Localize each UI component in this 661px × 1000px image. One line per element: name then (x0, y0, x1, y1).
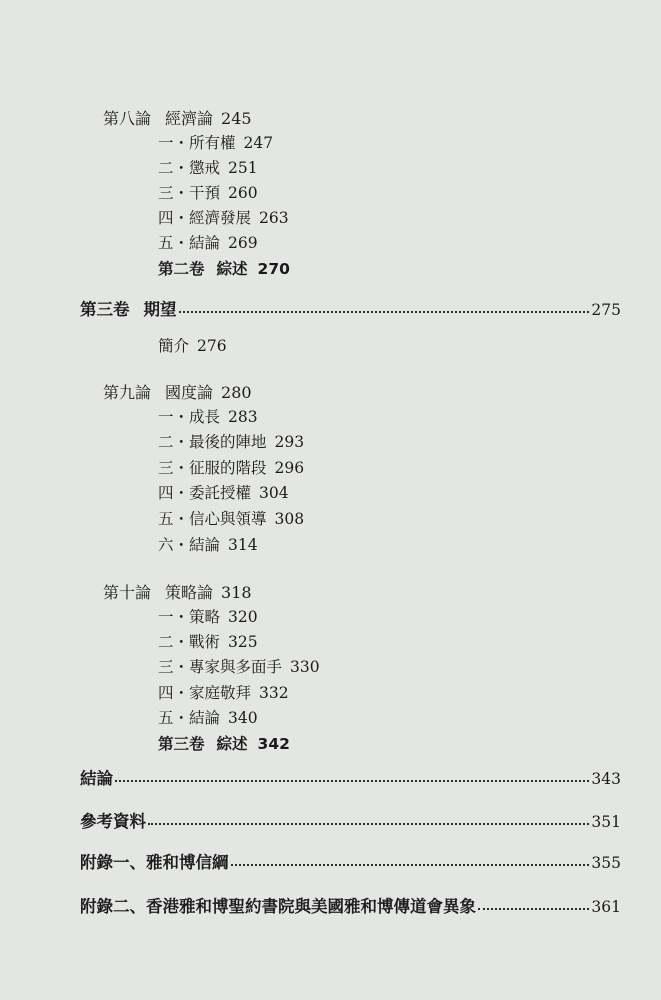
toc-section[interactable]: 四・委託授權 304 (158, 484, 289, 502)
toc-section[interactable]: 三・征服的階段 296 (158, 459, 305, 477)
chapter-label: 第八論 (103, 109, 152, 128)
toc-section[interactable]: 六・結論 314 (158, 536, 258, 554)
toc-section[interactable]: 三・干預 260 (158, 184, 258, 202)
toc-conclusion[interactable]: 結論 343 (80, 769, 621, 788)
toc-volume-3[interactable] (80, 302, 621, 319)
dot-leader (148, 823, 589, 825)
dot-leader (115, 780, 589, 782)
toc-section[interactable]: 五・結論 340 (158, 709, 258, 727)
dot-leader (231, 864, 590, 866)
toc-appendix-2[interactable]: 附錄二、香港雅和博聖約書院與美國雅和博傳道會異象 361 (80, 897, 621, 916)
toc-section[interactable]: 二・戰術 325 (158, 633, 258, 651)
toc-appendix-1[interactable]: 附錄一、雅和博信綱 355 (80, 853, 621, 872)
page-number: 275 (591, 301, 621, 319)
toc-section[interactable]: 一・成長 283 (158, 408, 258, 426)
toc-section[interactable]: 一・策略 320 (158, 608, 258, 626)
toc-section[interactable]: 四・家庭敬拜 332 (158, 684, 289, 702)
toc-section[interactable]: 五・信心與領導 308 (158, 510, 305, 528)
toc-intro[interactable]: 簡介 276 (158, 337, 227, 355)
toc-chapter-8[interactable] (103, 111, 252, 127)
toc-section[interactable]: 四・經濟發展 263 (158, 209, 289, 227)
toc-chapter-10[interactable]: 第十論 策略論 318 (103, 583, 252, 602)
volume-title: 期望 (143, 300, 177, 319)
chapter-title: 經濟論 (165, 109, 214, 128)
volume-label: 第三卷 (80, 300, 130, 319)
toc-chapter-9[interactable]: 第九論 國度論 280 (103, 383, 252, 402)
toc-references[interactable]: 參考資料 351 (80, 812, 621, 831)
dot-leader (179, 311, 590, 313)
toc-section[interactable]: 五・結論 269 (158, 234, 258, 252)
toc-section[interactable]: 二・最後的陣地 293 (158, 433, 305, 451)
page-number: 245 (221, 109, 252, 128)
dot-leader (478, 908, 589, 910)
toc-volume-summary[interactable]: 第二卷 綜述 270 (158, 260, 290, 278)
toc-section[interactable]: 三・專家與多面手 330 (158, 658, 320, 676)
toc-section[interactable]: 二・懲戒 251 (158, 159, 258, 177)
toc-section[interactable]: 一・所有權 247 (158, 134, 274, 152)
toc-volume-summary[interactable]: 第三卷 綜述 342 (158, 735, 290, 753)
